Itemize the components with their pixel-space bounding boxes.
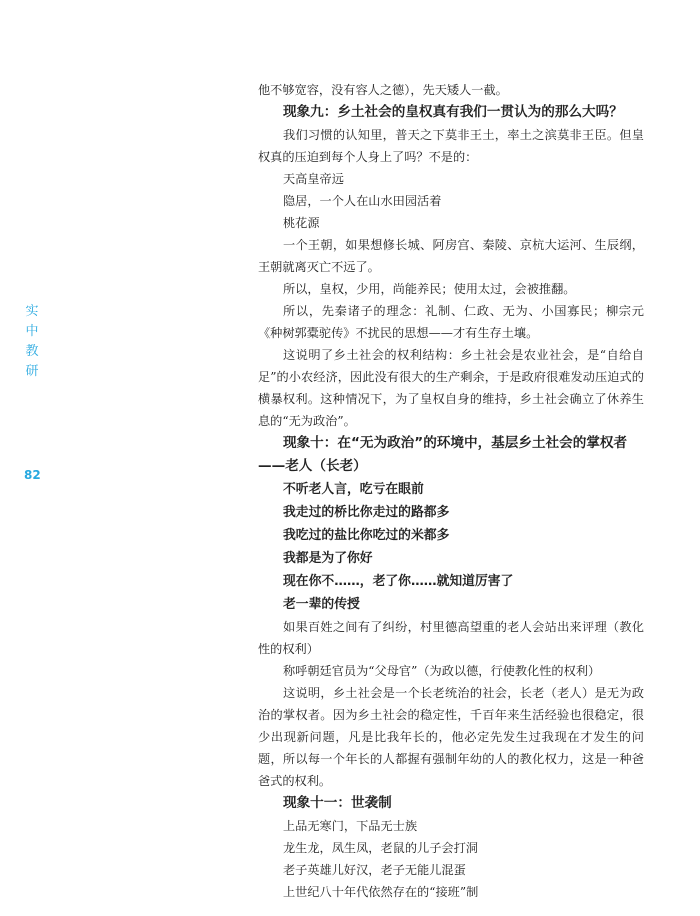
list-item: 上品无寒门，下品无士族 bbox=[283, 819, 418, 833]
list-item: 老子英雄儿好汉，老子无能儿混蛋 bbox=[283, 863, 466, 877]
list-item: 上世纪八十年代依然存在的“接班”制 bbox=[283, 885, 479, 899]
paragraph: 称呼朝廷官员为“父母官”（为政以德，行使教化性的权利） bbox=[283, 664, 601, 678]
paragraph: 我们习惯的认知里，普天之下莫非王土，率土之滨莫非王臣。但皇权真的压迫到每个人身上了吗？不是的： bbox=[258, 128, 644, 164]
saying: 我走过的桥比你走过的路都多 bbox=[283, 505, 450, 520]
saying: 我吃过的盐比你吃过的米都多 bbox=[283, 528, 450, 543]
paragraph: 他不够宽容，没有容人之德），先天矮人一截。 bbox=[258, 83, 508, 97]
section-heading: 现象十一：世袭制 bbox=[283, 795, 392, 811]
section-heading: 现象十：在“无为政治”的环境中，基层乡土社会的掌权者——老人（长老） bbox=[258, 435, 628, 474]
side-char: 教 bbox=[25, 344, 39, 359]
side-label bbox=[24, 302, 40, 382]
saying: 我都是为了你好 bbox=[283, 551, 373, 566]
paragraph: 所以，先秦诸子的理念：礼制、仁政、无为、小国寡民；柳宗元《种树郭橐驼传》不扰民的思想——才有生存土壤。 bbox=[258, 304, 644, 340]
list-item: 天高皇帝远 bbox=[283, 172, 344, 186]
side-char: 实 bbox=[25, 304, 39, 319]
section-heading: 现象九：乡土社会的皇权真有我们一贯认为的那么大吗？ bbox=[283, 104, 623, 120]
paragraph: 如果百姓之间有了纠纷，村里德高望重的老人会站出来评理（教化性的权利） bbox=[258, 620, 644, 656]
paragraph: 一个王朝，如果想修长城、阿房宫、秦陵、京杭大运河、生辰纲，王朝就离灭亡不远了。 bbox=[258, 238, 644, 274]
paragraph: 这说明，乡土社会是一个长老统治的社会，长老（老人）是无为政治的掌权者。因为乡土社会的稳定性，千百年来生活经验也很稳定，很少出现新问题，凡是比我年长的，他必定先发生过我现在才发生的问题，所以每一个年长的人都握有强制年幼的人的教化权力，这是一种爸爸式的权利。 bbox=[258, 686, 644, 788]
saying: 不听老人言，吃亏在眼前 bbox=[283, 482, 424, 497]
side-char: 研 bbox=[25, 364, 39, 379]
list-item: 龙生龙，凤生凤，老鼠的儿子会打洞 bbox=[283, 841, 478, 855]
side-char: 中 bbox=[25, 324, 39, 339]
page-body bbox=[258, 79, 644, 903]
saying: 现在你不……，老了你……就知道厉害了 bbox=[283, 574, 514, 589]
list-item: 隐居，一个人在山水田园活着 bbox=[283, 194, 442, 208]
page-number: 82 bbox=[24, 468, 41, 482]
saying: 老一辈的传授 bbox=[283, 597, 360, 612]
paragraph: 所以，皇权，少用，尚能养民；使用太过，会被推翻。 bbox=[283, 282, 576, 296]
paragraph: 这说明了乡土社会的权利结构：乡土社会是农业社会，是“自给自足”的小农经济，因此没有很大的生产剩余，于是政府很难发动压迫式的横暴权利。这种情况下，为了皇权自身的维持，乡土社会确立了休养生息的“无为政治”。 bbox=[258, 348, 644, 428]
list-item: 桃花源 bbox=[283, 216, 320, 230]
